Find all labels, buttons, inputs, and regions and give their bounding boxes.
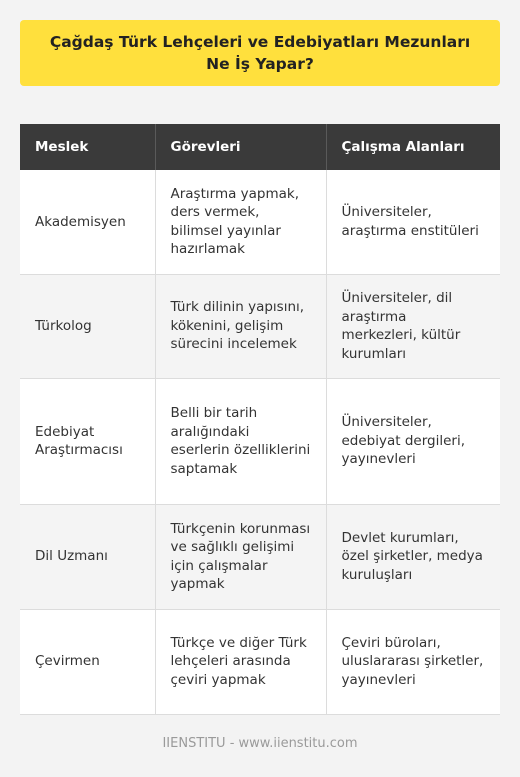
table-row (20, 274, 500, 378)
cell-calisma-alanlari: Çeviri büroları, uluslararası şirketler, yayınevleri (326, 609, 500, 714)
cell-calisma-alanlari: Üniversiteler, dil araştırma merkezleri, kültür kurumları (326, 274, 500, 378)
cell-meslek: Edebiyat Araştırmacısı (20, 378, 155, 504)
cell-calisma-alanlari: Üniversiteler, edebiyat dergileri, yayınevleri (326, 378, 500, 504)
header-calisma-alanlari: Çalışma Alanları (326, 124, 500, 170)
footer-credit: IIENSTITU - www.iienstitu.com (162, 736, 358, 751)
table-header-row (20, 124, 500, 170)
title-banner (20, 20, 500, 86)
table-row (20, 170, 500, 274)
page-title: Çağdaş Türk Lehçeleri ve Edebiyatları Mezunları Ne İş Yapar? (49, 33, 471, 73)
cell-gorevleri: Türkçe ve diğer Türk lehçeleri arasında çeviri yapmak (155, 609, 326, 714)
header-meslek: Meslek (20, 124, 155, 170)
table-row (20, 504, 500, 609)
cell-gorevleri: Araştırma yapmak, ders vermek, bilimsel yayınlar hazırlamak (155, 170, 326, 274)
cell-gorevleri: Türk dilinin yapısını, kökenini, gelişim sürecini incelemek (155, 274, 326, 378)
cell-gorevleri: Türkçenin korunması ve sağlıklı gelişimi için çalışmalar yapmak (155, 504, 326, 609)
cell-calisma-alanlari: Devlet kurumları, özel şirketler, medya kuruluşları (326, 504, 500, 609)
table-row (20, 609, 500, 714)
cell-meslek: Çevirmen (20, 609, 155, 714)
header-gorevleri: Görevleri (155, 124, 326, 170)
cell-meslek: Türkolog (20, 274, 155, 378)
table-row (20, 378, 500, 504)
careers-table (20, 124, 500, 715)
cell-calisma-alanlari: Üniversiteler, araştırma enstitüleri (326, 170, 500, 274)
cell-gorevleri: Belli bir tarih aralığındaki eserlerin özelliklerini saptamak (155, 378, 326, 504)
cell-meslek: Akademisyen (20, 170, 155, 274)
cell-meslek: Dil Uzmanı (20, 504, 155, 609)
